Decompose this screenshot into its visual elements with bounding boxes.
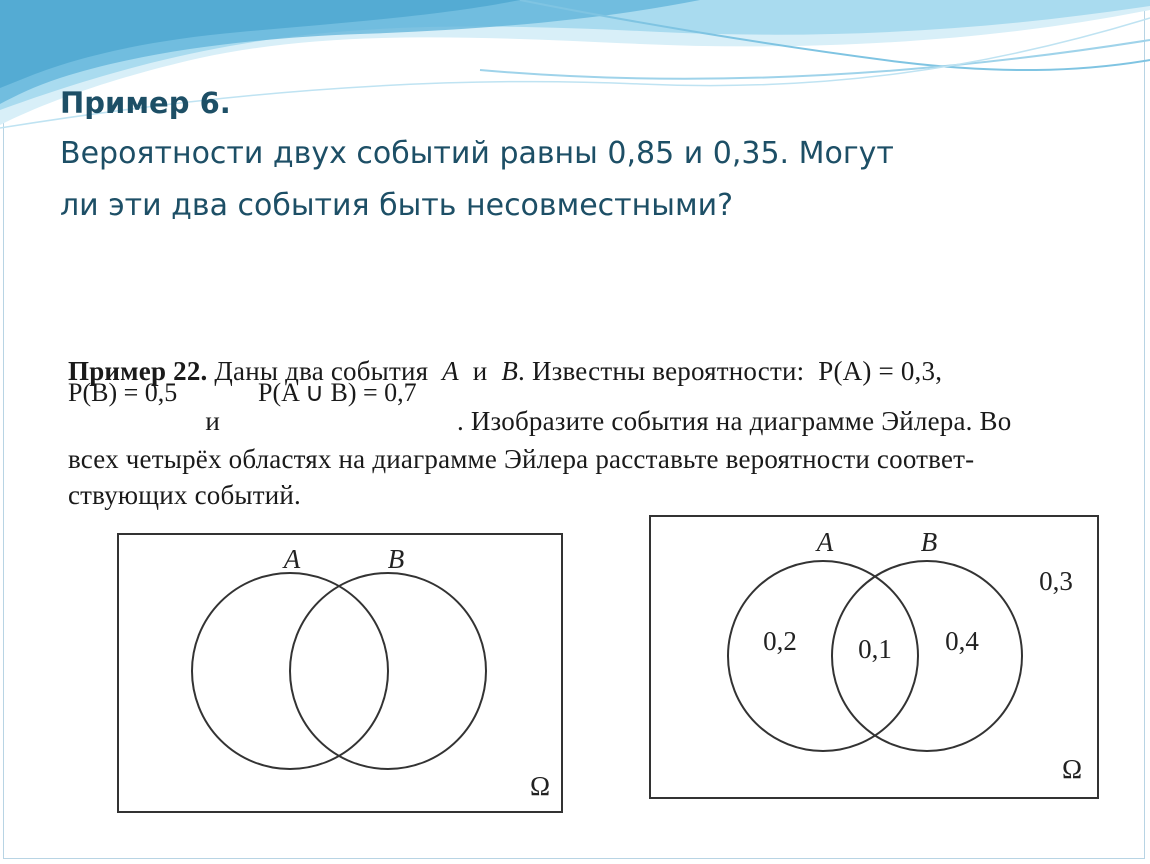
event-b-label: B — [501, 356, 519, 386]
euler-diagram-filled — [628, 506, 1118, 804]
question-line-2: ли эти два события быть несовместными? — [60, 188, 734, 223]
probability-b-formula: P(B) = 0,5 — [68, 378, 178, 407]
problem-text-1-end: . Известны вероятности: — [518, 356, 805, 386]
problem-line-2 — [68, 406, 1011, 437]
conjunction-2: и — [205, 406, 220, 436]
event-a-label: A — [442, 356, 459, 386]
problem-line-1 — [68, 356, 942, 387]
diagram-label-b: B — [387, 544, 405, 574]
diagram-label-a: A — [283, 544, 301, 574]
region-only-a-value: 0,2 — [763, 626, 797, 656]
problem-line-4: ствующих событий. — [68, 480, 301, 510]
probability-union-formula: P(A ∪ B) = 0,7 — [258, 378, 417, 407]
sample-space-rect — [118, 534, 562, 812]
example-heading: Пример 6. — [60, 86, 231, 120]
omega-label: Ω — [529, 771, 551, 801]
problem-label: Пример 22. — [68, 356, 208, 386]
region-only-b-value: 0,4 — [945, 626, 979, 656]
question-line-1: Вероятности двух событий равны 0,85 и 0,35. Могут — [60, 136, 894, 171]
probability-a-formula: P(A) = 0,3, — [818, 356, 943, 386]
diagram-label-b: B — [920, 527, 938, 557]
conjunction: и — [472, 356, 488, 386]
region-intersection-value: 0,1 — [858, 634, 892, 664]
problem-text-1: Даны два события — [214, 356, 429, 386]
omega-label: Ω — [1061, 754, 1083, 784]
problem-text-2: . Изобразите события на диаграмме Эйлера. Во — [456, 406, 1012, 436]
diagram-label-a: A — [816, 527, 834, 557]
euler-diagram-empty — [100, 518, 580, 830]
problem-line-3: всех четырёх областях на диаграмме Эйлера расставьте вероятности соответ- — [68, 444, 975, 474]
problem-text-box — [52, 336, 1122, 511]
slide-title-block — [60, 78, 1100, 232]
region-outside-value: 0,3 — [1039, 566, 1073, 596]
